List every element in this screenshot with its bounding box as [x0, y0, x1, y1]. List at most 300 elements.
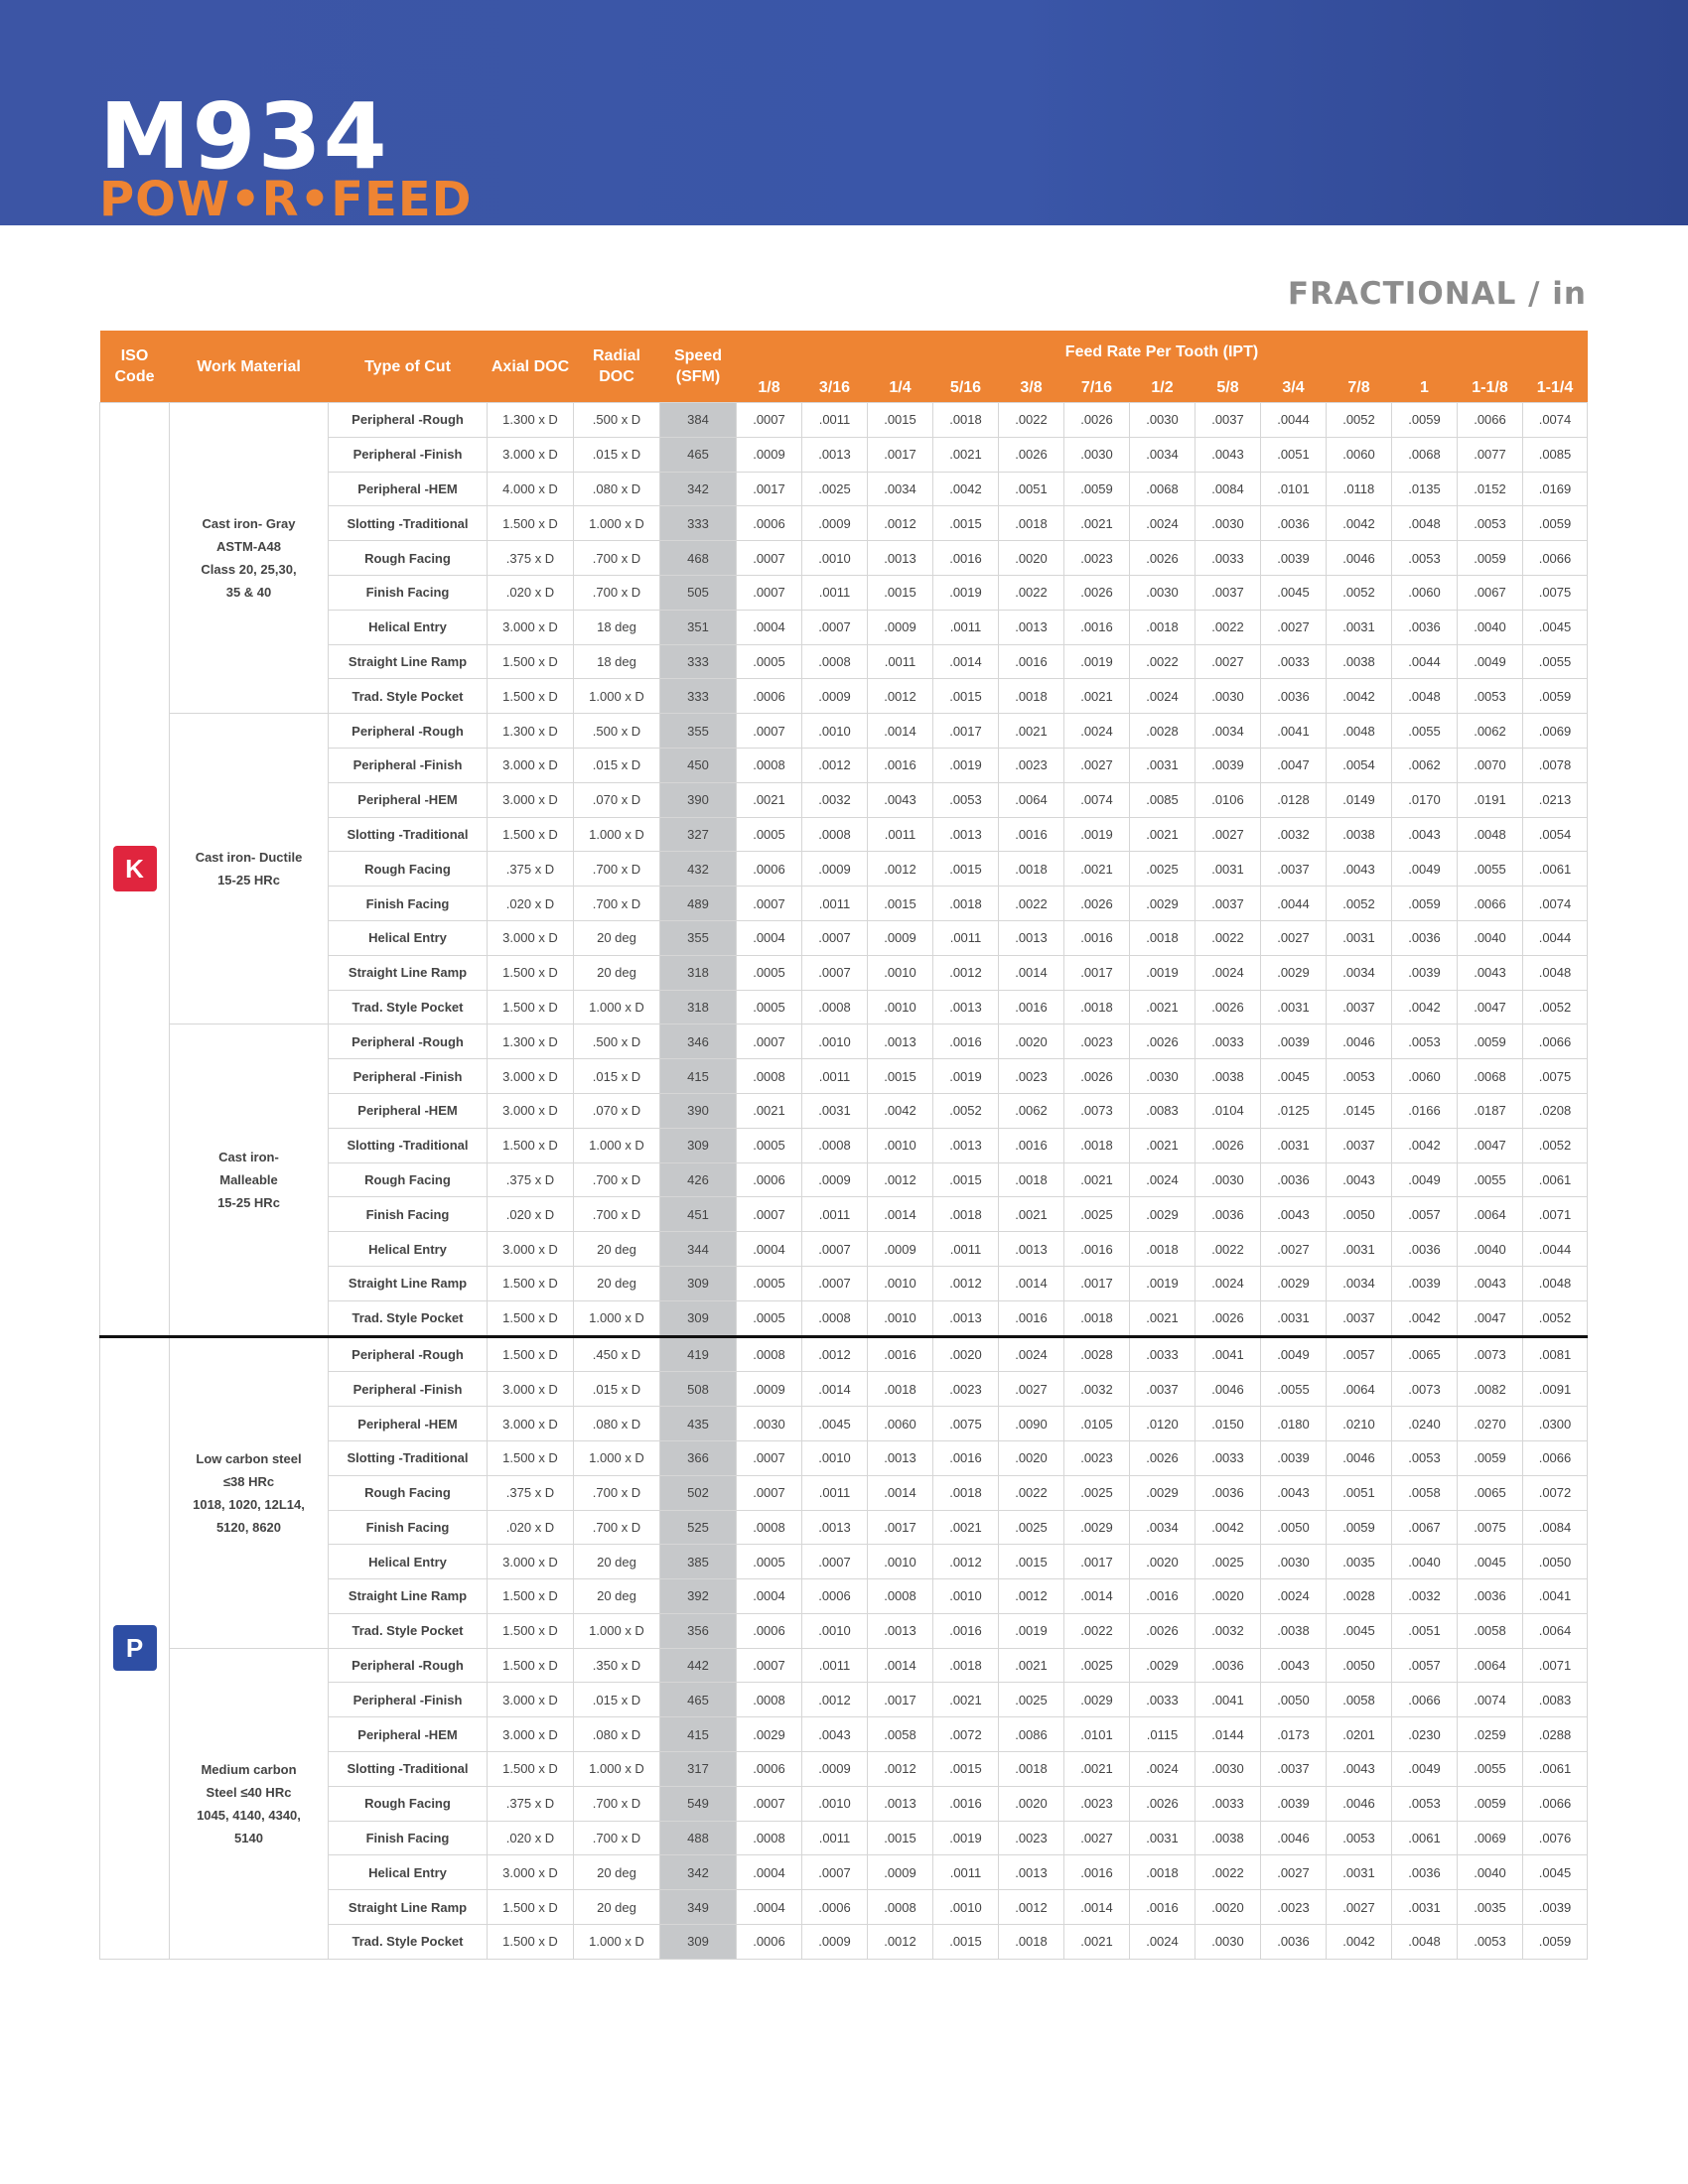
feed-rate: .0013	[802, 437, 868, 472]
feed-rate: .0073	[1392, 1372, 1458, 1407]
type-of-cut: Slotting -Traditional	[329, 1440, 488, 1475]
feed-rate: .0025	[1196, 1545, 1261, 1579]
feed-rate: .0031	[1130, 1821, 1196, 1855]
feed-rate: .0052	[933, 1093, 999, 1128]
feed-rate: .0024	[1130, 1925, 1196, 1960]
iso-badge: K	[113, 846, 157, 891]
feed-rate: .0015	[933, 1162, 999, 1197]
feed-rate: .0016	[868, 748, 933, 782]
feed-rate: .0005	[737, 1128, 802, 1162]
feed-rate: .0071	[1523, 1648, 1588, 1683]
feed-rate: .0058	[868, 1717, 933, 1752]
feed-rate: .0043	[1196, 437, 1261, 472]
type-of-cut: Helical Entry	[329, 610, 488, 644]
feed-rate: .0053	[1327, 1821, 1392, 1855]
feed-rate: .0078	[1523, 748, 1588, 782]
feed-rate: .0016	[1064, 610, 1130, 644]
speed-sfm: 333	[660, 679, 737, 714]
feed-rate: .0019	[933, 1059, 999, 1094]
feed-rate: .0104	[1196, 1093, 1261, 1128]
feed-rate: .0041	[1261, 714, 1327, 749]
radial-doc: .015 x D	[574, 748, 660, 782]
type-of-cut: Finish Facing	[329, 575, 488, 610]
feed-rate: .0005	[737, 955, 802, 990]
feed-rate: .0026	[999, 437, 1064, 472]
work-material-cell	[170, 1648, 329, 1959]
feed-rate: .0026	[1196, 1128, 1261, 1162]
feed-rate: .0036	[1392, 920, 1458, 955]
feed-rate: .0052	[1327, 575, 1392, 610]
feed-rate: .0010	[868, 1545, 933, 1579]
axial-doc: .020 x D	[488, 1510, 574, 1545]
feed-rate: .0014	[999, 1266, 1064, 1300]
feed-rate: .0016	[999, 644, 1064, 679]
feed-rate: .0037	[1196, 887, 1261, 921]
type-of-cut: Slotting -Traditional	[329, 1128, 488, 1162]
feed-rate: .0045	[1523, 610, 1588, 644]
feed-rate: .0059	[1523, 1925, 1588, 1960]
feed-rate: .0023	[999, 1821, 1064, 1855]
feed-rate: .0020	[999, 1786, 1064, 1821]
feed-rate: .0004	[737, 1890, 802, 1925]
feed-rate: .0028	[1327, 1579, 1392, 1614]
feed-rate: .0036	[1261, 506, 1327, 541]
feed-rate: .0030	[1064, 437, 1130, 472]
feed-rate: .0043	[802, 1717, 868, 1752]
feed-rate: .0072	[1523, 1475, 1588, 1510]
feed-rate: .0009	[868, 920, 933, 955]
feed-rate: .0066	[1523, 1440, 1588, 1475]
speed-sfm: 488	[660, 1821, 737, 1855]
axial-doc: 1.300 x D	[488, 403, 574, 438]
feed-rate: .0043	[1261, 1648, 1327, 1683]
header-diameter: 1-1/4	[1523, 372, 1588, 403]
speed-sfm: 442	[660, 1648, 737, 1683]
feed-rate: .0082	[1458, 1372, 1523, 1407]
feed-rate: .0020	[1196, 1890, 1261, 1925]
feed-rate: .0029	[1064, 1683, 1130, 1717]
feed-rate: .0026	[1130, 1613, 1196, 1648]
type-of-cut: Peripheral -Rough	[329, 1024, 488, 1059]
feed-rate: .0007	[737, 1440, 802, 1475]
feed-rate: .0007	[737, 714, 802, 749]
feed-rate: .0023	[1261, 1890, 1327, 1925]
feed-rate: .0017	[868, 437, 933, 472]
feed-rate: .0012	[868, 506, 933, 541]
feed-rate: .0024	[1130, 506, 1196, 541]
type-of-cut: Peripheral -HEM	[329, 1717, 488, 1752]
feed-rate: .0070	[1458, 748, 1523, 782]
feed-rate: .0013	[868, 541, 933, 576]
type-of-cut: Finish Facing	[329, 1197, 488, 1232]
feed-rate: .0007	[737, 1197, 802, 1232]
feed-rate: .0012	[868, 1752, 933, 1787]
feed-rate: .0008	[737, 1683, 802, 1717]
feed-rate: .0013	[933, 1300, 999, 1336]
feed-rate: .0180	[1261, 1407, 1327, 1441]
feed-rate: .0046	[1327, 1024, 1392, 1059]
feed-rate: .0004	[737, 1579, 802, 1614]
feed-rate: .0259	[1458, 1717, 1523, 1752]
feed-rate: .0066	[1523, 1786, 1588, 1821]
table-row	[100, 1648, 1588, 1683]
feed-rate: .0016	[999, 1300, 1064, 1336]
type-of-cut: Trad. Style Pocket	[329, 1925, 488, 1960]
feed-rate: .0024	[1196, 1266, 1261, 1300]
feed-rate: .0026	[1064, 887, 1130, 921]
feed-rate: .0034	[1130, 1510, 1196, 1545]
feed-rate: .0055	[1458, 1752, 1523, 1787]
type-of-cut: Peripheral -HEM	[329, 472, 488, 506]
feed-rate: .0036	[1261, 679, 1327, 714]
radial-doc: 1.000 x D	[574, 679, 660, 714]
speed-sfm: 355	[660, 714, 737, 749]
feed-rate: .0018	[1064, 990, 1130, 1024]
feed-rate: .0042	[1327, 506, 1392, 541]
feed-rate: .0075	[1458, 1510, 1523, 1545]
feed-rate: .0018	[1064, 1128, 1130, 1162]
feed-rate: .0012	[868, 852, 933, 887]
header-axial-doc: Axial DOC	[488, 331, 574, 403]
feed-rate: .0015	[868, 1059, 933, 1094]
feed-rate: .0044	[1261, 887, 1327, 921]
feed-rate: .0055	[1392, 714, 1458, 749]
feed-rate: .0026	[1064, 1059, 1130, 1094]
feed-rate: .0006	[737, 506, 802, 541]
feed-rate: .0011	[868, 817, 933, 852]
feed-rate: .0013	[868, 1786, 933, 1821]
radial-doc: .080 x D	[574, 472, 660, 506]
feed-rate: .0017	[868, 1510, 933, 1545]
feed-rate: .0025	[1130, 852, 1196, 887]
feed-rate: .0012	[868, 1925, 933, 1960]
feed-rate: .0021	[999, 1648, 1064, 1683]
speed-sfm: 465	[660, 437, 737, 472]
feed-rate: .0169	[1523, 472, 1588, 506]
feed-rate: .0052	[1327, 887, 1392, 921]
feed-rate: .0014	[933, 644, 999, 679]
feed-rate: .0017	[737, 472, 802, 506]
feed-rate: .0029	[1261, 955, 1327, 990]
feed-rate: .0022	[999, 403, 1064, 438]
feed-rate: .0036	[1458, 1579, 1523, 1614]
feed-rate: .0008	[802, 817, 868, 852]
work-material-line: 35 & 40	[225, 585, 272, 601]
feed-rate: .0023	[1064, 541, 1130, 576]
feed-rate: .0032	[1392, 1579, 1458, 1614]
header-diameter: 1	[1392, 372, 1458, 403]
feed-rate: .0050	[1327, 1648, 1392, 1683]
feed-rate: .0019	[1130, 1266, 1196, 1300]
feed-rate: .0052	[1523, 1300, 1588, 1336]
radial-doc: .700 x D	[574, 1197, 660, 1232]
feed-rate: .0024	[1130, 679, 1196, 714]
header-diameter: 3/4	[1261, 372, 1327, 403]
feed-rate: .0030	[1130, 1059, 1196, 1094]
speed-sfm: 384	[660, 403, 737, 438]
feed-rate: .0059	[1327, 1510, 1392, 1545]
speed-sfm: 346	[660, 1024, 737, 1059]
radial-doc: .080 x D	[574, 1407, 660, 1441]
feed-rate: .0042	[1392, 1300, 1458, 1336]
feed-rate: .0013	[999, 920, 1064, 955]
type-of-cut: Trad. Style Pocket	[329, 1300, 488, 1336]
feed-rate: .0012	[868, 679, 933, 714]
feed-rate: .0011	[802, 1059, 868, 1094]
feed-rate: .0024	[1261, 1579, 1327, 1614]
feed-rate: .0023	[1064, 1024, 1130, 1059]
axial-doc: 3.000 x D	[488, 1683, 574, 1717]
axial-doc: 4.000 x D	[488, 472, 574, 506]
feed-rate: .0027	[999, 1372, 1064, 1407]
feed-rate: .0149	[1327, 782, 1392, 817]
feed-rate: .0031	[1327, 610, 1392, 644]
feed-rate: .0005	[737, 817, 802, 852]
radial-doc: .450 x D	[574, 1336, 660, 1372]
feed-rate: .0020	[999, 1440, 1064, 1475]
work-material-line: 5120, 8620	[215, 1519, 282, 1535]
feed-rate: .0017	[1064, 955, 1130, 990]
feed-rate: .0040	[1458, 920, 1523, 955]
work-material-line: Cast iron- Ductile	[195, 850, 303, 866]
feed-rate: .0043	[1327, 1752, 1392, 1787]
axial-doc: 1.500 x D	[488, 1440, 574, 1475]
type-of-cut: Helical Entry	[329, 1545, 488, 1579]
radial-doc: 20 deg	[574, 1855, 660, 1890]
radial-doc: 20 deg	[574, 1579, 660, 1614]
feed-rate: .0027	[1261, 920, 1327, 955]
feed-rate: .0007	[737, 887, 802, 921]
feed-rate: .0036	[1392, 1855, 1458, 1890]
feed-rate: .0027	[1327, 1890, 1392, 1925]
type-of-cut: Rough Facing	[329, 1162, 488, 1197]
feed-rate: .0036	[1196, 1475, 1261, 1510]
feed-rate: .0064	[1458, 1648, 1523, 1683]
feed-rate: .0067	[1458, 575, 1523, 610]
radial-doc: .700 x D	[574, 1162, 660, 1197]
feed-rate: .0039	[1261, 1786, 1327, 1821]
feed-rate: .0035	[1458, 1890, 1523, 1925]
table-row	[100, 714, 1588, 749]
feed-rate: .0074	[1523, 403, 1588, 438]
feed-rate: .0046	[1327, 1440, 1392, 1475]
feed-rate: .0020	[999, 1024, 1064, 1059]
feed-rate: .0049	[1392, 852, 1458, 887]
feed-rate: .0015	[933, 852, 999, 887]
feed-rate: .0101	[1064, 1717, 1130, 1752]
feed-rate: .0015	[999, 1545, 1064, 1579]
feed-rate: .0064	[1458, 1197, 1523, 1232]
feed-rate: .0049	[1261, 1336, 1327, 1372]
feed-rate: .0064	[1327, 1372, 1392, 1407]
feed-rate: .0004	[737, 1855, 802, 1890]
feed-rate: .0038	[1196, 1059, 1261, 1094]
header-iso-code: ISO Code	[100, 331, 170, 403]
work-material-cell	[170, 1336, 329, 1648]
feed-rate: .0027	[1196, 644, 1261, 679]
feed-rate: .0051	[1261, 437, 1327, 472]
feed-rate: .0010	[802, 1440, 868, 1475]
feed-rate: .0037	[1261, 1752, 1327, 1787]
work-material-line: 5140	[234, 1830, 263, 1845]
feed-rate: .0069	[1458, 1821, 1523, 1855]
feed-rate: .0065	[1392, 1336, 1458, 1372]
feed-rate: .0015	[933, 679, 999, 714]
feed-rate: .0013	[933, 990, 999, 1024]
feed-rate: .0053	[1392, 1440, 1458, 1475]
feed-rate: .0016	[1064, 920, 1130, 955]
feed-rate: .0007	[737, 1648, 802, 1683]
type-of-cut: Straight Line Ramp	[329, 955, 488, 990]
header-speed: Speed (SFM)	[660, 331, 737, 403]
type-of-cut: Peripheral -Finish	[329, 437, 488, 472]
feed-rate: .0014	[868, 714, 933, 749]
feed-rate: .0007	[802, 1266, 868, 1300]
feed-rate: .0015	[933, 1752, 999, 1787]
feed-rate: .0018	[1130, 610, 1196, 644]
feed-rate: .0042	[1327, 1925, 1392, 1960]
feed-rate: .0041	[1523, 1579, 1588, 1614]
feed-rate: .0115	[1130, 1717, 1196, 1752]
feed-rate: .0034	[1327, 955, 1392, 990]
feed-rate: .0018	[868, 1372, 933, 1407]
feed-rate: .0031	[1261, 1300, 1327, 1336]
feed-rate: .0059	[1458, 1024, 1523, 1059]
axial-doc: 1.500 x D	[488, 1613, 574, 1648]
feed-rate: .0066	[1458, 887, 1523, 921]
feed-rate: .0018	[933, 1197, 999, 1232]
feed-rate: .0062	[1392, 748, 1458, 782]
feed-rate: .0018	[1130, 1232, 1196, 1267]
speed-sfm: 549	[660, 1786, 737, 1821]
feed-rate: .0062	[1458, 714, 1523, 749]
speed-sfm: 468	[660, 541, 737, 576]
feed-rate: .0051	[1392, 1613, 1458, 1648]
work-material-line: 1018, 1020, 12L14,	[193, 1496, 305, 1512]
feed-rate: .0009	[802, 1162, 868, 1197]
speed-sfm: 435	[660, 1407, 737, 1441]
feed-rate: .0053	[1458, 679, 1523, 714]
type-of-cut: Rough Facing	[329, 1786, 488, 1821]
iso-code-cell	[100, 1336, 170, 1959]
feed-rate: .0011	[933, 920, 999, 955]
speed-sfm: 505	[660, 575, 737, 610]
feed-rate: .0039	[1196, 748, 1261, 782]
type-of-cut: Peripheral -HEM	[329, 782, 488, 817]
feed-rate: .0083	[1523, 1683, 1588, 1717]
feed-rate: .0022	[1196, 1232, 1261, 1267]
feed-rate: .0040	[1458, 1232, 1523, 1267]
feed-rate: .0009	[802, 679, 868, 714]
feed-rate: .0021	[1064, 1752, 1130, 1787]
speed-sfm: 309	[660, 1300, 737, 1336]
feed-rate: .0048	[1523, 1266, 1588, 1300]
feed-rate: .0034	[868, 472, 933, 506]
radial-doc: .015 x D	[574, 437, 660, 472]
feed-rate: .0042	[1327, 679, 1392, 714]
axial-doc: 3.000 x D	[488, 1855, 574, 1890]
feed-rate: .0012	[802, 1336, 868, 1372]
speed-sfm: 415	[660, 1717, 737, 1752]
feed-rate: .0008	[802, 1128, 868, 1162]
feed-rate: .0019	[999, 1613, 1064, 1648]
axial-doc: 3.000 x D	[488, 920, 574, 955]
feed-rate: .0085	[1523, 437, 1588, 472]
header-banner	[0, 0, 1688, 225]
feed-rate: .0018	[933, 403, 999, 438]
axial-doc: 3.000 x D	[488, 1372, 574, 1407]
feed-rate: .0014	[1064, 1579, 1130, 1614]
radial-doc: .700 x D	[574, 575, 660, 610]
axial-doc: 3.000 x D	[488, 1407, 574, 1441]
feed-rate: .0053	[1327, 1059, 1392, 1094]
feed-rate: .0026	[1196, 1300, 1261, 1336]
feed-rate: .0013	[999, 610, 1064, 644]
feed-rate: .0055	[1523, 644, 1588, 679]
feed-rate: .0029	[737, 1717, 802, 1752]
feed-rate: .0006	[737, 1162, 802, 1197]
feed-rate: .0037	[1196, 403, 1261, 438]
feed-rate: .0017	[1064, 1266, 1130, 1300]
feed-rate: .0034	[1130, 437, 1196, 472]
feed-rate: .0065	[1458, 1475, 1523, 1510]
feed-rate: .0018	[999, 1162, 1064, 1197]
feed-rate: .0019	[933, 748, 999, 782]
feed-rate: .0036	[1196, 1648, 1261, 1683]
feed-rate: .0105	[1064, 1407, 1130, 1441]
feed-rate: .0031	[1327, 1232, 1392, 1267]
axial-doc: 1.500 x D	[488, 1890, 574, 1925]
feed-rate: .0033	[1261, 644, 1327, 679]
feed-rate: .0008	[737, 748, 802, 782]
axial-doc: 1.500 x D	[488, 955, 574, 990]
feed-rate: .0022	[999, 887, 1064, 921]
radial-doc: 20 deg	[574, 1232, 660, 1267]
feed-rate: .0018	[933, 1475, 999, 1510]
feed-rate: .0059	[1523, 506, 1588, 541]
feed-rate: .0039	[1261, 1440, 1327, 1475]
feed-rate: .0008	[802, 644, 868, 679]
feed-rate: .0021	[999, 714, 1064, 749]
speed-sfm: 508	[660, 1372, 737, 1407]
feed-rate: .0053	[933, 782, 999, 817]
feed-rate: .0045	[1458, 1545, 1523, 1579]
feed-rate: .0053	[1392, 1786, 1458, 1821]
feed-rate: .0013	[999, 1232, 1064, 1267]
feed-rate: .0018	[1130, 920, 1196, 955]
feed-rate: .0013	[933, 1128, 999, 1162]
feed-rate: .0074	[1523, 887, 1588, 921]
feed-rate: .0031	[1130, 748, 1196, 782]
axial-doc: 1.500 x D	[488, 644, 574, 679]
feed-rate: .0016	[868, 1336, 933, 1372]
feed-rate: .0018	[933, 1648, 999, 1683]
feed-rate: .0024	[999, 1336, 1064, 1372]
type-of-cut: Peripheral -Finish	[329, 1372, 488, 1407]
feed-rate: .0033	[1196, 1440, 1261, 1475]
feed-rate: .0053	[1458, 1925, 1523, 1960]
header-diameter: 1/4	[868, 372, 933, 403]
radial-doc: 1.000 x D	[574, 1128, 660, 1162]
radial-doc: 18 deg	[574, 610, 660, 644]
speed-sfm: 392	[660, 1579, 737, 1614]
feed-rate: .0043	[1327, 1162, 1392, 1197]
radial-doc: .015 x D	[574, 1059, 660, 1094]
radial-doc: .700 x D	[574, 852, 660, 887]
feed-rate: .0071	[1523, 1197, 1588, 1232]
feed-rate: .0030	[1196, 679, 1261, 714]
feed-rate: .0008	[802, 1300, 868, 1336]
